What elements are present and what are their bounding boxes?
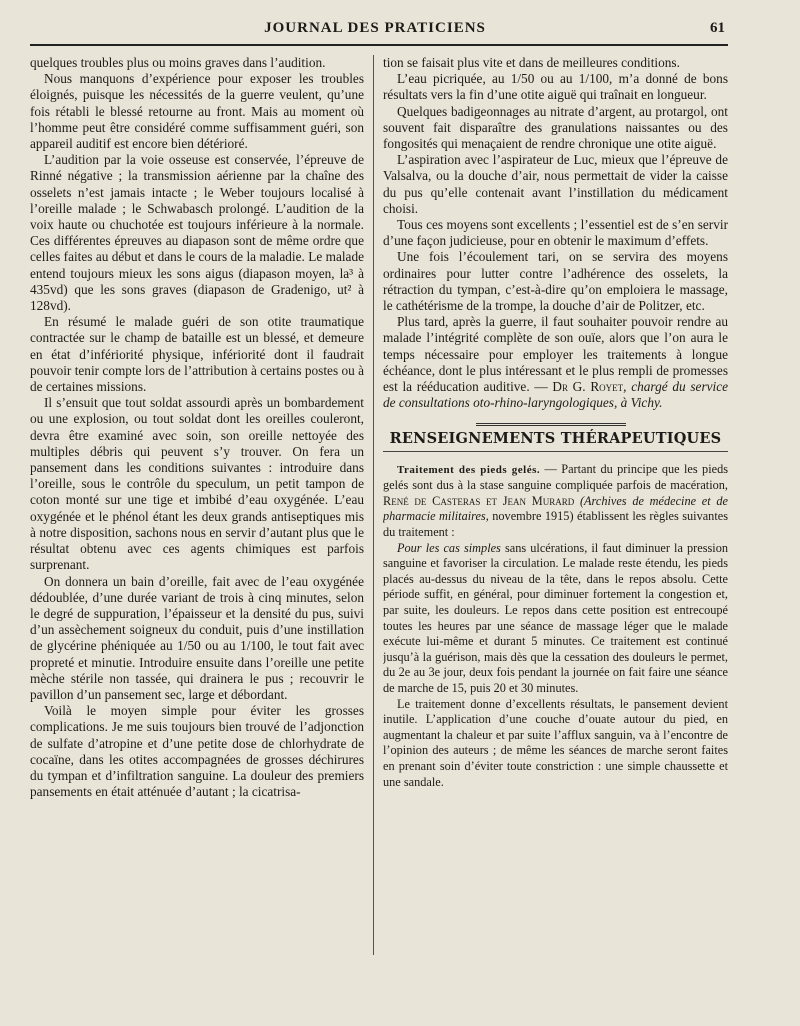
paragraph: Nous manquons d’expérience pour exposer les troubles éloignés, puisque les nécessités de la guerre veulent, qu’une fois rétabli le blessé retourne au front. Mais au moment où l’homme peut être considéré comme suffisamment guéri, son appareil auditif est encore bien détérioré. xyxy=(30,71,364,152)
paragraph: tion se faisait plus vite et dans de meilleures conditions. xyxy=(383,55,680,70)
paragraph: Voilà le moyen simple pour éviter les grosses complications. Je me suis toujours bien trouvé de l’adjonction de sulfate d’atropine et d’une petite dose de chlorhydrate de cocaïne, dans les otites accompagnées de grosses déchirures du tympan et d’infiltration sanguine. La douleur des premiers pansements en était atténuée d’autant ; la cicatrisa- xyxy=(30,703,364,800)
author-signature: Dr G. Royet, xyxy=(552,379,627,395)
section-rule xyxy=(476,423,626,426)
paragraph-text: Plus tard, après la guerre, il faut souhaiter pouvoir rendre au malade l’intégrité complète de son ouïe, alors que l’on aura le temps nécessaire pour employer les traitements à longue échéance, dont le plus intéressant et le plus rempli de promesses est la rééducation auditive. — xyxy=(383,314,728,395)
right-column xyxy=(383,55,728,1012)
page-number: 61 xyxy=(710,20,725,36)
paragraph-text: novembre 1915) établissent les règles suivantes du traitement : xyxy=(383,509,728,540)
paragraph: Tous ces moyens sont excellents ; l’essentiel est de s’en servir d’une façon judicieuse, pour en obtenir le maximum d’effets. xyxy=(383,217,728,249)
section-title: RENSEIGNEMENTS THÉRAPEUTIQUES xyxy=(389,430,722,448)
paragraph: L’eau picriquée, au 1/50 ou au 1/100, m’a donné de bons résultats vers la fin d’une otite aiguë qui traînait en longueur. xyxy=(383,71,728,103)
left-column xyxy=(30,55,364,1012)
paragraph: L’audition par la voie osseuse est conservée, l’épreuve de Rinné négative ; la transmission aérienne par la chaîne des osselets n’est jamais intacte ; le Weber toujours localisé à l’oreille malade ; le Schwabasch prolongé. L’audition de la voix haute ou chuchotée est toujours inférieure à la normale. Ces différentes épreuves au diapason sont de même ordre que celles faites au début et dans le cours de la maladie. Le malade entend toujours mieux les sons aigus (diapason moyen, la³ à 435vd) que les sons graves (diapason de Gradenigo, ut² à 128vd). xyxy=(30,152,364,314)
paragraph: Quelques badigeonnages au nitrate d’argent, au protargol, ont souvent fait disparaître des granulations naissantes ou des fongosités qui menaçaient de rendre chronique une otite aiguë. xyxy=(383,103,728,152)
paragraph xyxy=(383,541,728,697)
therapeutic-notes xyxy=(383,462,728,790)
signed-paragraph xyxy=(383,314,728,411)
paragraph-lead: Pour les cas simples xyxy=(397,540,501,555)
section-rule xyxy=(383,451,728,452)
running-title: JOURNAL DES PRATICIENS xyxy=(264,20,486,36)
paragraph: On donnera un bain d’oreille, fait avec de l’eau oxygénée dédoublée, d’une durée variant de trois à cinq minutes, selon le degré de suppuration, l’épaisseur et la densité du pus, suivi d’un assèchement soigneux du conduit, puis d’une instillation de glycérine phéniquée au 1/50 ou au 1/100, le tout fait avec propreté et minutie. Introduire ensuite dans l’oreille une petite mèche stérile non tassée, qui drainera le pus ; recouvrir le pavillon d’un pansement sec, large et débordant. xyxy=(30,573,364,702)
paragraph: Le traitement donne d’excellents résultats, le pansement devient inutile. L’application d’une couche d’ouate autour du pied, en augmentant la chaleur et par suite l’afflux sanguin, va à l’encontre de l’opinion des auteurs ; de même les séances de marche seront faites en prenant soin d’éviter toute constriction : une simple chaussette et une sandale. xyxy=(383,696,728,789)
cited-journal: (Archives de médecine et de pharmacie militaires, xyxy=(383,493,728,524)
paragraph: Une fois l’écoulement tari, on se servira des moyens ordinaires pour lutter contre l’adhérence des osselets, la rétraction du tympan, c’est-à-dire qu’on emploiera le massage, le cathétérisme de la trompe, la douche d’air de Politzer, etc. xyxy=(383,249,728,314)
paragraph: En résumé le malade guéri de son otite traumatique contractée sur le champ de bataille est un blessé, et demeure en état d’infériorité physique, infériorité dont il faudrait pouvoir tenir compte lors de l’attribution à certains postes ou à de certaines missions. xyxy=(30,314,364,395)
subsection-title: Traitement des pieds gelés. xyxy=(397,463,541,476)
paragraph: L’aspiration avec l’aspirateur de Luc, mieux que l’épreuve de Valsalva, ou la douche d’air, nous permettait de vider la caisse du pus qu’elle contenait avant l’instillation du médicament choisi. xyxy=(383,152,728,216)
paragraph: Il s’ensuit que tout soldat assourdi après un bombardement ou une explosion, ou tout soldat dont les oreilles couleront, devra être examiné avec soin, son oreille nettoyée des multiples débris qui peuvent s’y trouver. On fera un pansement dans les conditions suivantes : introduire dans l’oreille, sous le contrôle du speculum, un petit tampon de coton monté sur une tige et imbibé d’eau oxygénée. L’eau oxygénée et le phénol étant les deux grands antiseptiques mis à notre disposition, sachons nous en servir d’autant plus que le résultat obtenu avec ces agents chimiques est parfois surprenant. xyxy=(30,395,364,573)
cited-authors: René de Casteras et Jean Murard xyxy=(383,493,575,508)
paragraph xyxy=(383,462,728,541)
page-header xyxy=(30,16,725,44)
header-rule xyxy=(30,44,728,46)
column-divider xyxy=(373,55,374,955)
paragraph-text: — Partant du principe que les pieds gelés sont dus à la stase sanguine compliquée parfois de macération, xyxy=(383,461,728,493)
author-role: chargé du service de consultations oto-rhino-laryngologiques, à Vichy. xyxy=(383,379,728,411)
paragraph-text: sans ulcérations, il faut diminuer la pression sanguine et favoriser la circulation. Le malade reste étendu, les pieds placés au-dessus du niveau de la tête, dans le repos absolu. Cette période suffit, en général, pour diminuer fortement la congestion et, par suite, les douleurs. Le repos dans cette position est entrecoupé toutes les heures par une séance de massage léger que le malade exécute lui-même et durant 5 minutes. Ce traitement est continué jusqu’à la guérison, mais dès que la cessation des douleurs le permet, du 2e au 3e jour, deux fois pendant la journée on fait faire une séance de marche de 15, puis 20 et 30 minutes. xyxy=(383,540,728,695)
paragraph: quelques troubles plus ou moins graves dans l’audition. xyxy=(30,55,326,70)
